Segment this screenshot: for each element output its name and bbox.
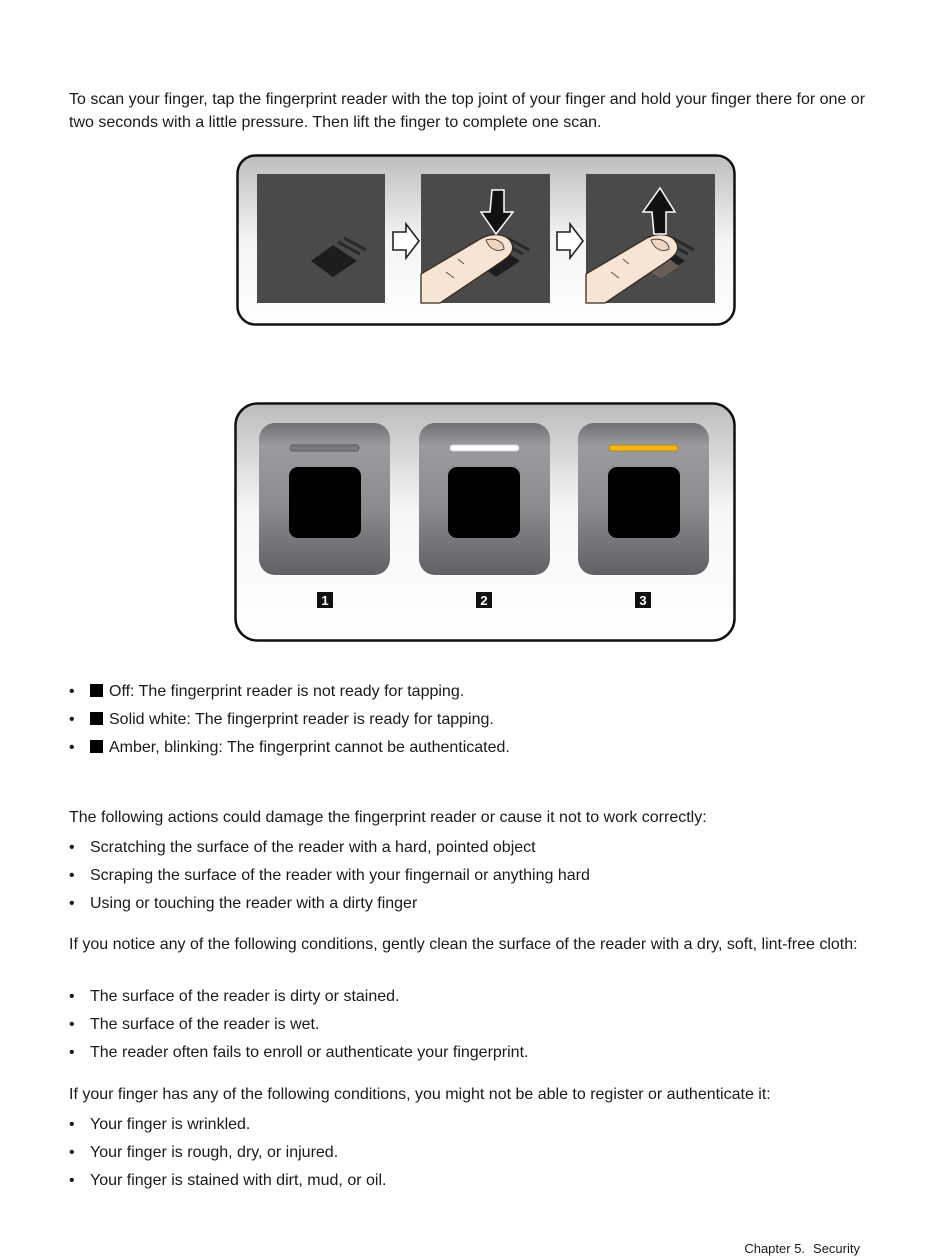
list-item: • Your finger is stained with dirt, mud, or oil.	[69, 1170, 889, 1198]
finger-intro: If your finger has any of the following conditions, you might not be able to register or authenticate it:	[69, 1086, 771, 1103]
square-bullet-icon	[90, 740, 103, 753]
callout-1: 1	[321, 593, 329, 608]
indicator-status-list	[69, 681, 889, 765]
fingerprint-scan-illustration	[236, 154, 736, 326]
callout-3: 3	[639, 593, 647, 608]
intro-paragraph: To scan your finger, tap the fingerprint reader with the top joint of your finger and hold your finger there for one or two seconds with a little pressure. Then lift the finger to complete one scan.	[69, 91, 866, 131]
led-bar	[290, 445, 359, 451]
callout-2: 2	[480, 593, 488, 608]
led-reader-2	[419, 423, 550, 575]
list-item: • Scraping the surface of the reader with your fingernail or anything hard	[69, 865, 889, 893]
sensor-pad	[608, 467, 680, 538]
led-bar	[450, 445, 519, 451]
sensor-pad	[448, 467, 520, 538]
page-footer	[744, 1241, 860, 1256]
sensor-pad	[289, 467, 361, 538]
led-bar	[609, 445, 678, 451]
clean-list	[69, 986, 889, 1070]
footer-chapter: Chapter 5.	[744, 1241, 806, 1256]
list-item: • Amber, blinking: The fingerprint cannot be authenticated.	[69, 737, 889, 765]
list-item: • Solid white: The fingerprint reader is ready for tapping.	[69, 709, 889, 737]
list-item: • Scratching the surface of the reader with a hard, pointed object	[69, 837, 889, 865]
list-item: • The reader often fails to enroll or authenticate your fingerprint.	[69, 1042, 889, 1070]
list-item: • Your finger is rough, dry, or injured.	[69, 1142, 889, 1170]
damage-intro: The following actions could damage the fingerprint reader or cause it not to work correctly:	[69, 809, 707, 826]
led-reader-3	[578, 423, 709, 575]
finger-list	[69, 1114, 889, 1198]
list-item: • Your finger is wrinkled.	[69, 1114, 889, 1142]
footer-title: Security	[813, 1241, 860, 1256]
list-item: • Using or touching the reader with a dirty finger	[69, 893, 889, 921]
square-bullet-icon	[90, 712, 103, 725]
list-item: • The surface of the reader is dirty or stained.	[69, 986, 889, 1014]
led-reader-1	[259, 423, 390, 575]
led-indicator-illustration	[234, 402, 736, 642]
list-item: • Off: The fingerprint reader is not ready for tapping.	[69, 681, 889, 709]
list-item: • The surface of the reader is wet.	[69, 1014, 889, 1042]
square-bullet-icon	[90, 684, 103, 697]
scan-panel-1	[257, 174, 385, 303]
clean-intro: If you notice any of the following conditions, gently clean the surface of the reader with a dry, soft, lint-free cloth:	[69, 936, 858, 953]
damage-list	[69, 837, 889, 921]
